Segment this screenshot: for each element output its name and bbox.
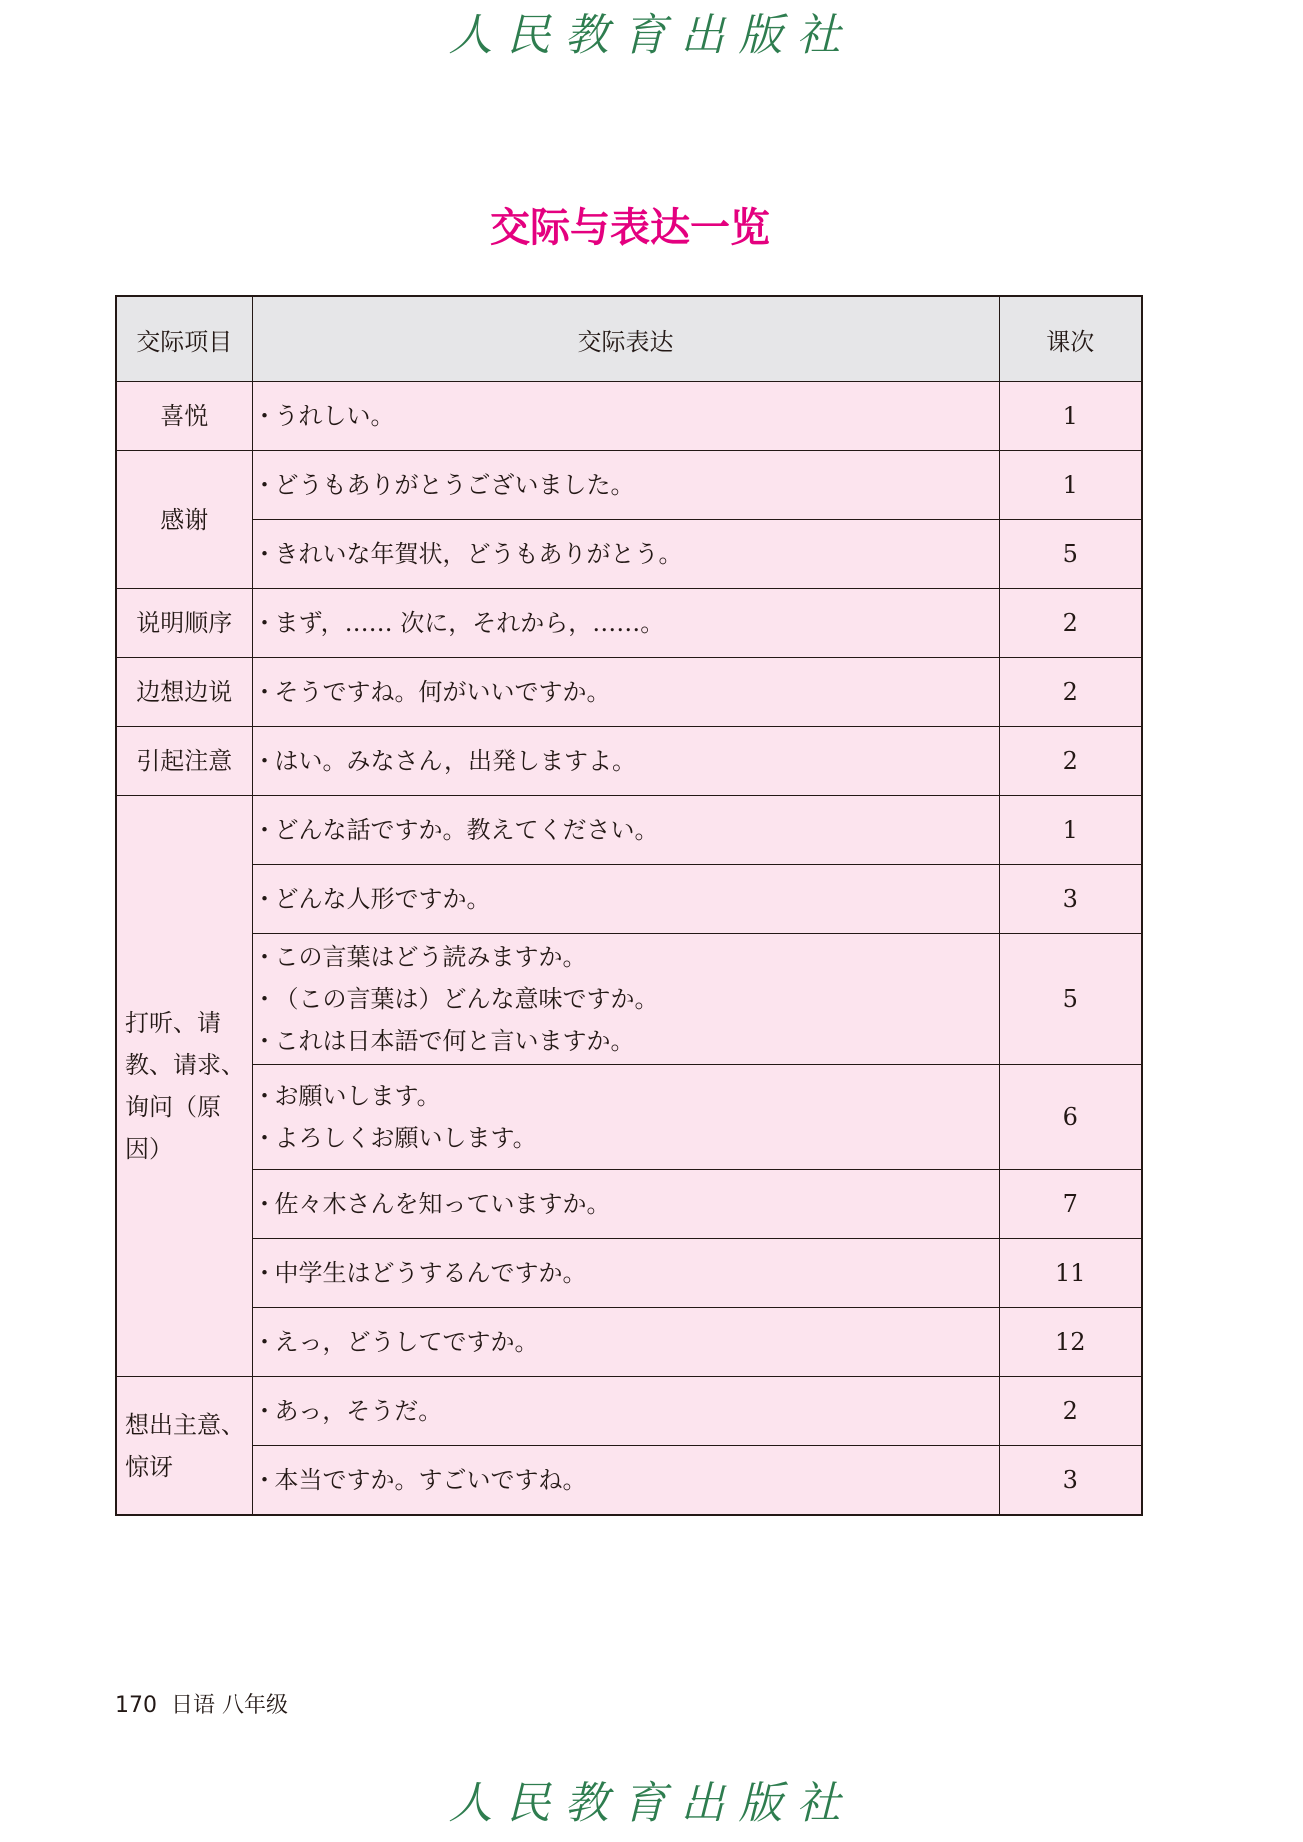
expression-cell <box>252 865 999 934</box>
bullet: ・ <box>252 540 277 568</box>
lesson-cell: 12 <box>999 1308 1142 1377</box>
item-cell <box>116 796 252 1377</box>
item-text: 说明顺序 <box>136 609 233 637</box>
item-text: 想出主意、 <box>125 1410 245 1439</box>
expression-line <box>253 1020 999 1062</box>
expression-line <box>253 1075 999 1117</box>
lesson-cell: 7 <box>999 1170 1142 1239</box>
bullet: ・ <box>252 1466 277 1494</box>
expression-cell <box>252 520 999 589</box>
bullet: ・ <box>252 885 277 913</box>
expression-line <box>253 1183 999 1225</box>
expression-text: うれしい。 <box>274 402 395 430</box>
table-row <box>116 1065 1142 1170</box>
bullet: ・ <box>252 943 277 971</box>
expression-text: えっ，どうしてですか。 <box>274 1328 539 1356</box>
expression-cell <box>252 934 999 1065</box>
expression-text: これは日本語で何と言いますか。 <box>274 1027 635 1055</box>
item-cell <box>116 727 252 796</box>
lesson-cell: 6 <box>999 1065 1142 1170</box>
expression-text: この言葉はどう読みますか。 <box>274 943 587 971</box>
expression-line <box>253 464 999 506</box>
lesson-cell: 3 <box>999 865 1142 934</box>
expression-cell <box>252 589 999 658</box>
lesson-cell: 2 <box>999 658 1142 727</box>
expression-line <box>253 809 999 851</box>
lesson-cell: 5 <box>999 934 1142 1065</box>
expression-text: どんな話ですか。教えてください。 <box>274 816 659 844</box>
item-cell <box>116 382 252 451</box>
expression-cell <box>252 658 999 727</box>
lesson-cell: 11 <box>999 1239 1142 1308</box>
expression-cell <box>252 382 999 451</box>
page-title: 交际与表达一览 <box>490 205 770 251</box>
table-row <box>116 934 1142 1065</box>
expression-text: はい。みなさん，出発しますよ。 <box>274 747 636 775</box>
expression-line <box>253 978 999 1020</box>
publisher-logo-top: 人民教育出版社 <box>448 10 855 61</box>
expression-text: お願いします。 <box>274 1082 441 1110</box>
item-text: 打听、请 <box>125 1009 221 1037</box>
expression-text: どんな人形ですか。 <box>274 885 491 913</box>
expression-line <box>253 1459 999 1501</box>
expression-cell <box>252 1446 999 1516</box>
expression-text: どうもありがとうございました。 <box>274 471 635 499</box>
expression-line <box>253 878 999 920</box>
bullet: ・ <box>252 1082 277 1110</box>
header-expression: 交际表达 <box>252 296 999 382</box>
expression-cell <box>252 727 999 796</box>
expression-text: まず，…… 次に，それから，……。 <box>274 609 665 637</box>
table-row <box>116 658 1142 727</box>
bullet: ・ <box>252 747 277 775</box>
expression-line <box>253 740 999 782</box>
expression-line <box>253 533 999 575</box>
table-row <box>116 382 1142 451</box>
expression-cell <box>252 796 999 865</box>
table-row <box>116 727 1142 796</box>
expression-text: 本当ですか。すごいですね。 <box>274 1466 587 1494</box>
bullet: ・ <box>252 1124 277 1152</box>
item-text: 引起注意 <box>136 747 233 775</box>
bullet: ・ <box>252 1259 277 1287</box>
lesson-cell: 2 <box>999 727 1142 796</box>
item-cell <box>116 589 252 658</box>
table-row <box>116 589 1142 658</box>
expression-text: よろしくお願いします。 <box>274 1124 537 1152</box>
bullet: ・ <box>252 1190 277 1218</box>
bullet: ・ <box>252 1328 277 1356</box>
expression-line <box>253 1390 999 1432</box>
expression-text: きれいな年賀状，どうもありがとう。 <box>274 540 683 568</box>
table-row <box>116 1377 1142 1446</box>
bullet: ・ <box>252 1397 277 1425</box>
expression-cell <box>252 1239 999 1308</box>
table-row <box>116 1308 1142 1377</box>
expression-text: 佐々木さんを知っていますか。 <box>274 1190 611 1218</box>
page-footer <box>115 1688 288 1719</box>
table-body <box>116 382 1142 1516</box>
lesson-cell: 1 <box>999 796 1142 865</box>
table-row <box>116 865 1142 934</box>
lesson-cell: 3 <box>999 1446 1142 1516</box>
expression-line <box>253 1252 999 1294</box>
item-cell <box>116 1377 252 1516</box>
expression-cell <box>252 1170 999 1239</box>
lesson-cell: 2 <box>999 589 1142 658</box>
bullet: ・ <box>252 985 277 1013</box>
expression-line <box>253 671 999 713</box>
lesson-cell: 1 <box>999 382 1142 451</box>
expression-line <box>253 936 999 978</box>
lesson-cell: 2 <box>999 1377 1142 1446</box>
header-item: 交际项目 <box>116 296 252 382</box>
bullet: ・ <box>252 471 277 499</box>
lesson-cell: 5 <box>999 520 1142 589</box>
expression-line <box>253 395 999 437</box>
expression-text: そうですね。何がいいですか。 <box>274 678 611 706</box>
page-number: 170 <box>115 1693 157 1718</box>
lesson-cell: 1 <box>999 451 1142 520</box>
expression-cell <box>252 1065 999 1170</box>
table-row <box>116 1170 1142 1239</box>
expression-line <box>253 1117 999 1159</box>
item-text: 询问（原 <box>125 1093 221 1121</box>
expression-text: あっ，そうだ。 <box>274 1397 443 1425</box>
item-text: 惊讶 <box>125 1452 173 1481</box>
item-cell <box>116 451 252 589</box>
item-text: 喜悦 <box>160 402 209 430</box>
expression-table <box>115 295 1143 1516</box>
bullet: ・ <box>252 678 277 706</box>
expression-line <box>253 602 999 644</box>
table-header-row <box>116 296 1142 382</box>
book-name: 日语 八年级 <box>171 1693 288 1718</box>
item-text: 教、请求、 <box>125 1051 245 1079</box>
expression-text: （この言葉は）どんな意味ですか。 <box>274 985 659 1013</box>
table-row <box>116 520 1142 589</box>
table-row <box>116 796 1142 865</box>
table-row <box>116 1446 1142 1516</box>
expression-text: 中学生はどうするんですか。 <box>274 1259 587 1287</box>
bullet: ・ <box>252 1027 277 1055</box>
table-row <box>116 451 1142 520</box>
item-text: 感谢 <box>160 505 209 534</box>
bullet: ・ <box>252 402 277 430</box>
expression-cell <box>252 1377 999 1446</box>
header-lesson: 课次 <box>999 296 1142 382</box>
publisher-logo-bottom: 人民教育出版社 <box>448 1778 855 1829</box>
expression-cell <box>252 451 999 520</box>
item-cell <box>116 658 252 727</box>
table-row <box>116 1239 1142 1308</box>
bullet: ・ <box>252 816 277 844</box>
bullet: ・ <box>252 609 277 637</box>
expression-line <box>253 1321 999 1363</box>
item-text: 因） <box>125 1135 173 1163</box>
item-text: 边想边说 <box>136 678 233 706</box>
expression-cell <box>252 1308 999 1377</box>
